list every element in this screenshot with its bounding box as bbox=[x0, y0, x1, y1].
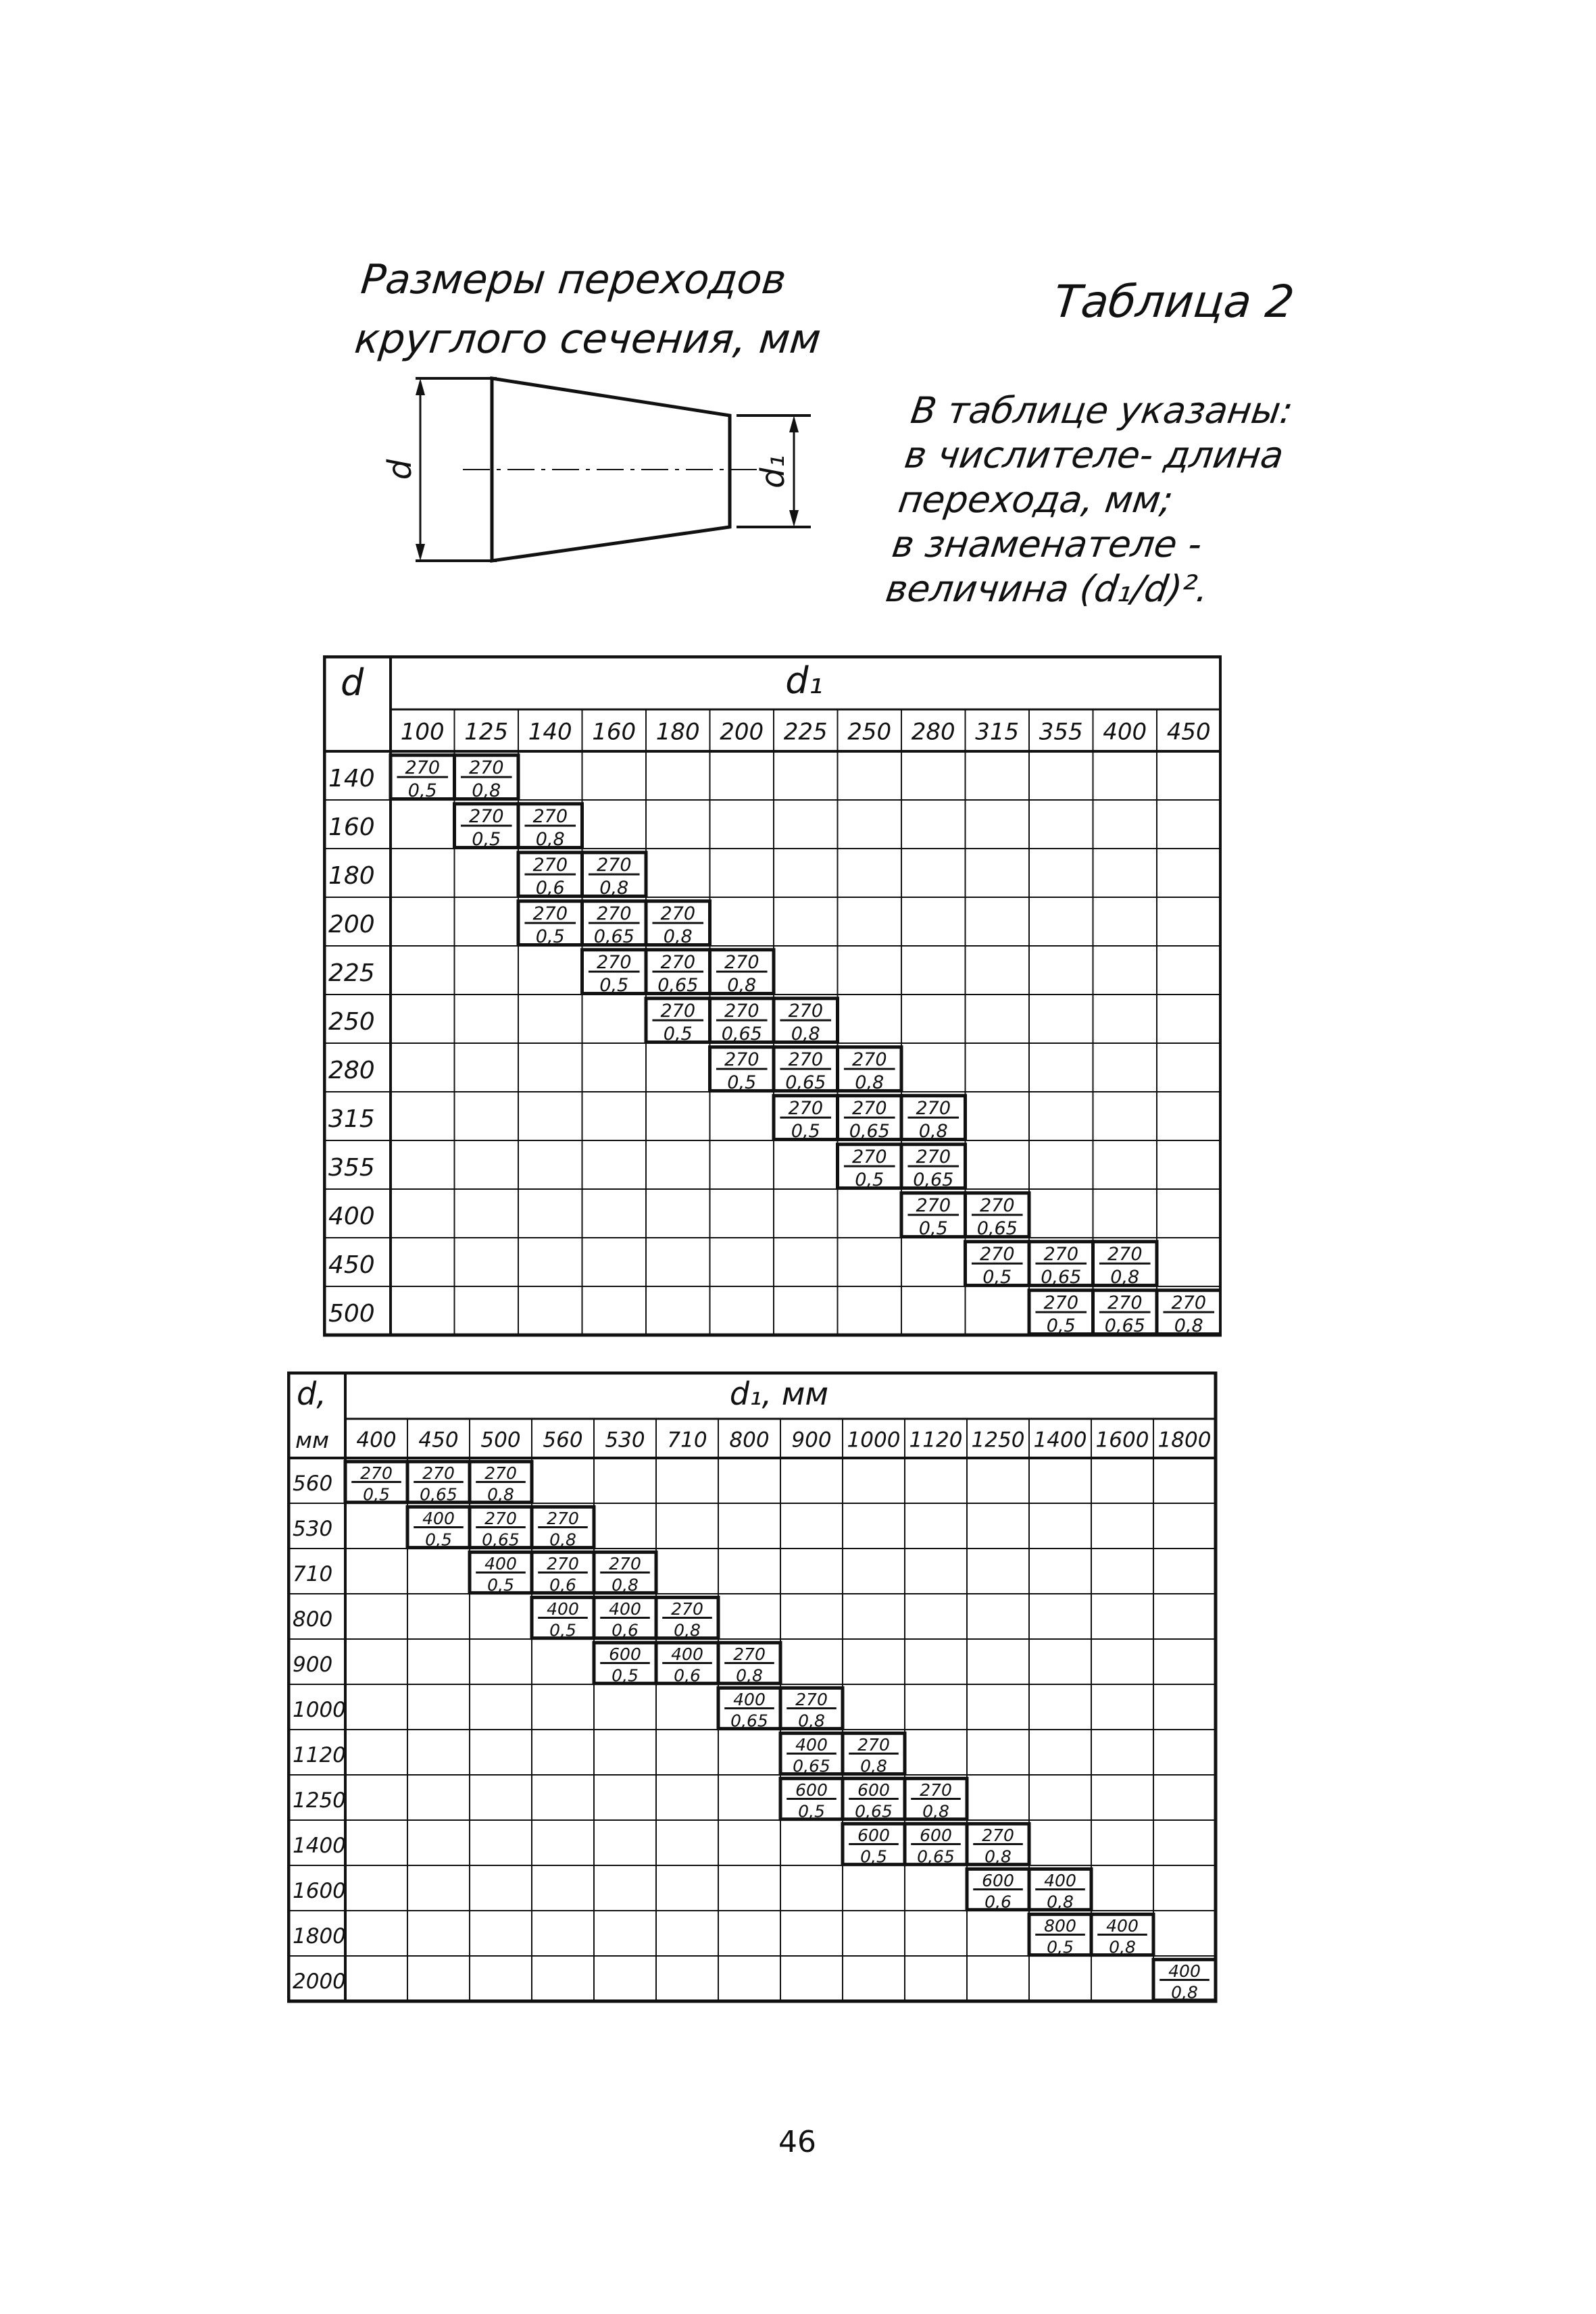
table1-length-value: 270 bbox=[979, 1195, 1015, 1217]
table1-value-cell bbox=[1157, 1290, 1221, 1336]
table1-value-cell bbox=[710, 999, 774, 1045]
table1-value-cell bbox=[646, 999, 710, 1045]
table2-row-header: 2000 bbox=[293, 1969, 346, 1994]
table1-length-value: 270 bbox=[1043, 1292, 1079, 1314]
table2-length-value: 400 bbox=[484, 1553, 517, 1574]
table1-ratio-value: 0,5 bbox=[535, 926, 565, 947]
table2-length-value: 400 bbox=[795, 1734, 828, 1755]
legend-line-5: величина (d₁/d)². bbox=[883, 568, 1212, 610]
table1-value-cell bbox=[774, 1096, 838, 1142]
table1-ratio-value: 0,65 bbox=[976, 1217, 1018, 1239]
table2-value-cell bbox=[594, 1642, 656, 1685]
table2-length-value: 270 bbox=[547, 1508, 579, 1528]
table1-length-value: 270 bbox=[1043, 1244, 1079, 1265]
table2-row-header: 1400 bbox=[293, 1834, 346, 1859]
table2-length-value: 270 bbox=[982, 1825, 1014, 1845]
table1-length-value: 270 bbox=[1171, 1292, 1207, 1314]
table2-value-cell bbox=[532, 1507, 594, 1549]
table2-value-cell bbox=[407, 1507, 470, 1549]
table2-value-cell bbox=[345, 1461, 407, 1504]
table1-ratio-value: 0,8 bbox=[855, 1072, 884, 1093]
table1-length-value: 270 bbox=[660, 1001, 696, 1022]
table1-ratio-value: 0,8 bbox=[535, 828, 565, 850]
table2-column-header: 400 bbox=[356, 1428, 397, 1453]
table2-value-cell bbox=[780, 1688, 843, 1730]
table2-column-header: 710 bbox=[667, 1428, 707, 1453]
table2-ratio-value: 0,8 bbox=[984, 1846, 1012, 1867]
table2-length-value: 270 bbox=[484, 1463, 517, 1483]
table1-ratio-value: 0,5 bbox=[599, 974, 629, 996]
table1-corner-label: d bbox=[341, 661, 364, 704]
table2-value-cell bbox=[780, 1733, 843, 1776]
table1-length-value: 270 bbox=[916, 1147, 951, 1168]
table2-length-value: 270 bbox=[609, 1553, 641, 1574]
table2-value-cell bbox=[470, 1507, 532, 1549]
table1-ratio-value: 0,8 bbox=[1174, 1315, 1203, 1336]
table2-row-header: 1800 bbox=[293, 1924, 346, 1949]
table1-group-label: d₁ bbox=[785, 659, 824, 703]
table1-ratio-value: 0,8 bbox=[791, 1023, 820, 1045]
table1-row-header: 250 bbox=[328, 1007, 375, 1036]
table2-ratio-value: 0,8 bbox=[674, 1620, 701, 1640]
table1-value-cell bbox=[838, 1047, 902, 1093]
table1-value-cell bbox=[966, 1193, 1030, 1239]
table1-row-header: 500 bbox=[328, 1299, 375, 1328]
table-label: Таблица 2 bbox=[1051, 276, 1297, 328]
table1-length-value: 270 bbox=[724, 1049, 759, 1071]
table2-length-value: 600 bbox=[609, 1644, 641, 1664]
table2-row-header: 900 bbox=[293, 1653, 333, 1678]
table1-value-cell bbox=[901, 1193, 966, 1239]
legend-line-4: в знаменателе - bbox=[889, 523, 1205, 565]
table1-column-header: 250 bbox=[847, 718, 892, 746]
table2-length-value: 400 bbox=[547, 1599, 579, 1619]
table1-value-cell bbox=[391, 755, 455, 801]
table1-length-value: 270 bbox=[851, 1049, 887, 1071]
table1-ratio-value: 0,65 bbox=[721, 1023, 762, 1045]
table1-length-value: 270 bbox=[532, 903, 568, 925]
table2-value-cell bbox=[594, 1552, 656, 1594]
table2-row-header: 800 bbox=[293, 1607, 333, 1632]
table1-ratio-value: 0,8 bbox=[918, 1120, 948, 1142]
table2-column-header: 1400 bbox=[1033, 1428, 1087, 1453]
table2-value-cell bbox=[656, 1597, 718, 1640]
arrow-d1-bottom bbox=[789, 510, 799, 527]
table1-value-cell bbox=[838, 1096, 902, 1142]
table2-ratio-value: 0,5 bbox=[549, 1620, 576, 1640]
table2-column-header: 1250 bbox=[971, 1428, 1025, 1453]
table1-length-value: 270 bbox=[596, 903, 632, 925]
table2-value-cell bbox=[905, 1778, 967, 1821]
table2-length-value: 600 bbox=[857, 1780, 890, 1800]
table2-value-cell bbox=[843, 1778, 905, 1821]
table2-ratio-value: 0,6 bbox=[984, 1892, 1012, 1912]
table2-value-cell bbox=[718, 1642, 780, 1685]
table1-length-value: 270 bbox=[851, 1098, 887, 1120]
table1-ratio-value: 0,65 bbox=[785, 1072, 826, 1093]
table1-value-cell bbox=[1093, 1290, 1157, 1336]
table2-row-header: 1120 bbox=[293, 1743, 346, 1768]
table1-ratio-value: 0,8 bbox=[472, 780, 501, 801]
table1-value-cell bbox=[1029, 1242, 1093, 1288]
table2-length-value: 600 bbox=[795, 1780, 828, 1800]
table2-value-cell bbox=[718, 1688, 780, 1730]
table2-corner-unit: мм bbox=[295, 1427, 329, 1454]
table1-length-value: 270 bbox=[468, 806, 504, 828]
table1-value-cell bbox=[582, 901, 647, 947]
table1-length-value: 270 bbox=[1107, 1292, 1143, 1314]
table2-length-value: 400 bbox=[1044, 1870, 1076, 1890]
table2-value-cell bbox=[532, 1552, 594, 1594]
table2-column-header: 1120 bbox=[909, 1428, 963, 1453]
table2-ratio-value: 0,6 bbox=[674, 1665, 701, 1686]
table2-length-value: 600 bbox=[982, 1870, 1014, 1890]
table1-ratio-value: 0,65 bbox=[593, 926, 634, 947]
table1-value-cell bbox=[901, 1096, 966, 1142]
table2-ratio-value: 0,6 bbox=[549, 1575, 576, 1595]
table1-ratio-value: 0,5 bbox=[663, 1023, 693, 1045]
table2-column-header: 900 bbox=[791, 1428, 832, 1453]
table1-row-header: 180 bbox=[328, 861, 375, 890]
table2-length-value: 270 bbox=[360, 1463, 393, 1483]
table2-column-header: 450 bbox=[418, 1428, 459, 1453]
table2-column-header: 800 bbox=[729, 1428, 770, 1453]
table2-length-value: 400 bbox=[1168, 1961, 1201, 1981]
table1-length-value: 270 bbox=[788, 1001, 824, 1022]
table2-ratio-value: 0,5 bbox=[1047, 1937, 1074, 1957]
table1-border bbox=[324, 657, 1221, 1335]
table2-ratio-value: 0,65 bbox=[730, 1711, 768, 1731]
table1-column-header: 225 bbox=[783, 718, 828, 746]
table2-ratio-value: 0,5 bbox=[860, 1846, 887, 1867]
table2-value-cell bbox=[967, 1823, 1029, 1866]
table2-ratio-value: 0,8 bbox=[1047, 1892, 1074, 1912]
table2-length-value: 400 bbox=[671, 1644, 703, 1664]
table1-length-value: 270 bbox=[979, 1244, 1015, 1265]
table1-value-cell bbox=[455, 755, 519, 801]
table1-value-cell bbox=[966, 1242, 1030, 1288]
table1-value-cell bbox=[710, 950, 774, 996]
table1-length-value: 270 bbox=[1107, 1244, 1143, 1265]
table1-column-header: 315 bbox=[975, 718, 1020, 746]
table1-ratio-value: 0,8 bbox=[727, 974, 757, 996]
legend bbox=[883, 388, 1333, 611]
table1-ratio-value: 0,8 bbox=[599, 877, 629, 899]
table2-ratio-value: 0,5 bbox=[612, 1665, 639, 1686]
table1-ratio-value: 0,5 bbox=[855, 1169, 884, 1190]
table2-value-cell bbox=[843, 1823, 905, 1866]
table1-value-cell bbox=[774, 999, 838, 1045]
table2-row-header: 710 bbox=[293, 1562, 333, 1587]
table1-column-header: 355 bbox=[1039, 718, 1083, 746]
table2-length-value: 270 bbox=[547, 1553, 579, 1574]
table1-value-cell bbox=[518, 853, 582, 899]
table2-column-header: 1000 bbox=[847, 1428, 901, 1453]
table2-row-header: 1600 bbox=[293, 1879, 346, 1904]
transition-table-1 bbox=[323, 655, 1222, 1344]
table2-ratio-value: 0,8 bbox=[1109, 1937, 1136, 1957]
table1-ratio-value: 0,5 bbox=[407, 780, 437, 801]
table1-length-value: 270 bbox=[660, 903, 696, 925]
table2-value-cell bbox=[1091, 1914, 1153, 1957]
table2-corner-label: d, bbox=[297, 1375, 326, 1412]
table2-value-cell bbox=[1029, 1869, 1091, 1911]
table1-ratio-value: 0,65 bbox=[849, 1120, 890, 1142]
table1-column-header: 280 bbox=[911, 718, 955, 746]
table2-ratio-value: 0,5 bbox=[487, 1575, 514, 1595]
table2-ratio-value: 0,8 bbox=[612, 1575, 639, 1595]
table2-length-value: 800 bbox=[1044, 1915, 1076, 1936]
table1-length-value: 270 bbox=[788, 1049, 824, 1071]
table2-row-header: 560 bbox=[293, 1472, 333, 1496]
table1-length-value: 270 bbox=[724, 1001, 759, 1022]
table1-ratio-value: 0,8 bbox=[663, 926, 693, 947]
table2-length-value: 270 bbox=[857, 1734, 890, 1755]
table2-column-header: 500 bbox=[480, 1428, 521, 1453]
table1-length-value: 270 bbox=[468, 757, 504, 779]
table1-ratio-value: 0,5 bbox=[791, 1120, 820, 1142]
table1-column-header: 100 bbox=[400, 718, 445, 746]
table1-value-cell bbox=[838, 1145, 902, 1190]
table1-column-header: 400 bbox=[1103, 718, 1147, 746]
table1-row-header: 400 bbox=[328, 1202, 375, 1230]
table2-length-value: 270 bbox=[733, 1644, 766, 1664]
table1-value-cell bbox=[518, 804, 582, 850]
table1-column-header: 450 bbox=[1166, 718, 1211, 746]
table2-ratio-value: 0,5 bbox=[425, 1530, 452, 1550]
page-number: 46 bbox=[778, 2125, 816, 2159]
table1-ratio-value: 0,65 bbox=[657, 974, 699, 996]
table1-row-header: 225 bbox=[328, 959, 375, 987]
table1-row-header: 200 bbox=[328, 910, 375, 938]
table2-value-cell bbox=[843, 1733, 905, 1776]
table2-value-cell bbox=[594, 1597, 656, 1640]
table2-length-value: 400 bbox=[609, 1599, 641, 1619]
table2-group-label: d₁, мм bbox=[729, 1375, 829, 1412]
arrow-d-bottom bbox=[416, 544, 425, 561]
table2-ratio-value: 0,6 bbox=[612, 1620, 639, 1640]
table2-row-header: 1000 bbox=[293, 1698, 346, 1723]
table1-ratio-value: 0,5 bbox=[982, 1266, 1012, 1288]
table2-length-value: 270 bbox=[671, 1599, 703, 1619]
table1-row-header: 140 bbox=[328, 764, 375, 793]
table1-row-header: 355 bbox=[328, 1153, 375, 1182]
table1-length-value: 270 bbox=[660, 952, 696, 974]
table2-ratio-value: 0,65 bbox=[793, 1756, 830, 1776]
table1-value-cell bbox=[1029, 1290, 1093, 1336]
table1-length-value: 270 bbox=[851, 1147, 887, 1168]
table2-row-header: 530 bbox=[293, 1517, 333, 1542]
legend-line-2: в числителе- длина bbox=[901, 434, 1287, 476]
table1-ratio-value: 0,65 bbox=[913, 1169, 954, 1190]
table1-value-cell bbox=[582, 853, 647, 899]
transition-diagram bbox=[378, 368, 824, 571]
table1-value-cell bbox=[901, 1145, 966, 1190]
table1-ratio-value: 0,6 bbox=[535, 877, 565, 899]
table1-row-header: 450 bbox=[328, 1251, 375, 1279]
table2-ratio-value: 0,8 bbox=[1171, 1982, 1198, 2003]
table1-length-value: 270 bbox=[532, 806, 568, 828]
table1-length-value: 270 bbox=[532, 855, 568, 876]
table1-ratio-value: 0,5 bbox=[727, 1072, 757, 1093]
legend-line-1: В таблице указаны: bbox=[908, 389, 1296, 432]
table2-length-value: 600 bbox=[920, 1825, 952, 1845]
label-d1: d₁ bbox=[754, 455, 792, 488]
table2-ratio-value: 0,65 bbox=[420, 1484, 457, 1505]
table2-ratio-value: 0,8 bbox=[798, 1711, 825, 1731]
table2-ratio-value: 0,65 bbox=[855, 1801, 893, 1821]
table1-row-header: 160 bbox=[328, 813, 375, 841]
title-line-1: Размеры переходов bbox=[358, 256, 789, 303]
table2-column-header: 1800 bbox=[1157, 1428, 1212, 1453]
table1-value-cell bbox=[774, 1047, 838, 1093]
table1-ratio-value: 0,8 bbox=[1110, 1266, 1140, 1288]
table1-column-header: 160 bbox=[592, 718, 637, 746]
table1-ratio-value: 0,65 bbox=[1104, 1315, 1145, 1336]
table2-ratio-value: 0,5 bbox=[363, 1484, 390, 1505]
legend-line-3: перехода, мм; bbox=[895, 478, 1176, 521]
title-line-2: круглого сечения, мм bbox=[352, 316, 824, 363]
label-d: d bbox=[381, 459, 419, 480]
arrow-d-top bbox=[416, 378, 425, 395]
table2-ratio-value: 0,8 bbox=[549, 1530, 576, 1550]
table2-length-value: 270 bbox=[920, 1780, 952, 1800]
table1-length-value: 270 bbox=[724, 952, 759, 974]
table2-ratio-value: 0,8 bbox=[736, 1665, 763, 1686]
table1-value-cell bbox=[646, 901, 710, 947]
table2-length-value: 400 bbox=[733, 1689, 766, 1709]
table2-value-cell bbox=[905, 1823, 967, 1866]
table1-ratio-value: 0,5 bbox=[918, 1217, 948, 1239]
table2-length-value: 270 bbox=[422, 1463, 455, 1483]
table1-length-value: 270 bbox=[596, 952, 632, 974]
table1-column-header: 140 bbox=[528, 718, 572, 746]
table1-ratio-value: 0,5 bbox=[1046, 1315, 1076, 1336]
table1-column-header: 125 bbox=[464, 718, 509, 746]
table2-length-value: 600 bbox=[857, 1825, 890, 1845]
table1-column-header: 200 bbox=[720, 718, 764, 746]
table2-ratio-value: 0,8 bbox=[860, 1756, 887, 1776]
table1-length-value: 270 bbox=[405, 757, 441, 779]
table2-length-value: 270 bbox=[484, 1508, 517, 1528]
table1-row-header: 315 bbox=[328, 1105, 375, 1133]
table2-ratio-value: 0,8 bbox=[922, 1801, 949, 1821]
table2-value-cell bbox=[967, 1869, 1029, 1911]
table2-value-cell bbox=[1153, 1959, 1216, 2002]
table1-grid bbox=[324, 657, 1221, 1335]
table2-column-header: 1600 bbox=[1095, 1428, 1149, 1453]
table1-value-cell bbox=[455, 804, 519, 850]
table1-ratio-value: 0,5 bbox=[472, 828, 501, 850]
table2-ratio-value: 0,65 bbox=[917, 1846, 955, 1867]
table1-value-cell bbox=[646, 950, 710, 996]
table1-length-value: 270 bbox=[596, 855, 632, 876]
table2-ratio-value: 0,5 bbox=[798, 1801, 825, 1821]
table1-ratio-value: 0,65 bbox=[1041, 1266, 1082, 1288]
table2-row-header: 1250 bbox=[293, 1788, 346, 1813]
table2-value-cell bbox=[532, 1597, 594, 1640]
table2-column-header: 530 bbox=[605, 1428, 645, 1453]
table2-ratio-value: 0,65 bbox=[482, 1530, 520, 1550]
table2-length-value: 270 bbox=[795, 1689, 828, 1709]
table1-value-cell bbox=[518, 901, 582, 947]
table2-value-cell bbox=[780, 1778, 843, 1821]
table2-length-value: 400 bbox=[422, 1508, 455, 1528]
table1-length-value: 270 bbox=[788, 1098, 824, 1120]
table2-value-cell bbox=[470, 1552, 532, 1594]
transition-table-2 bbox=[287, 1372, 1230, 2047]
table2-length-value: 400 bbox=[1106, 1915, 1139, 1936]
table2-value-cell bbox=[470, 1461, 532, 1504]
table1-value-cell bbox=[582, 950, 647, 996]
table2-value-cell bbox=[656, 1642, 718, 1685]
table1-length-value: 270 bbox=[916, 1098, 951, 1120]
table1-value-cell bbox=[710, 1047, 774, 1093]
table2-value-cell bbox=[1029, 1914, 1091, 1957]
table1-column-header: 180 bbox=[655, 718, 700, 746]
table1-length-value: 270 bbox=[916, 1195, 951, 1217]
table2-value-cell bbox=[407, 1461, 470, 1504]
table1-row-header: 280 bbox=[328, 1056, 375, 1084]
table2-column-header: 560 bbox=[543, 1428, 583, 1453]
arrow-d1-top bbox=[789, 416, 799, 432]
table-title bbox=[352, 250, 878, 369]
table2-ratio-value: 0,8 bbox=[487, 1484, 514, 1505]
table1-value-cell bbox=[1093, 1242, 1157, 1288]
